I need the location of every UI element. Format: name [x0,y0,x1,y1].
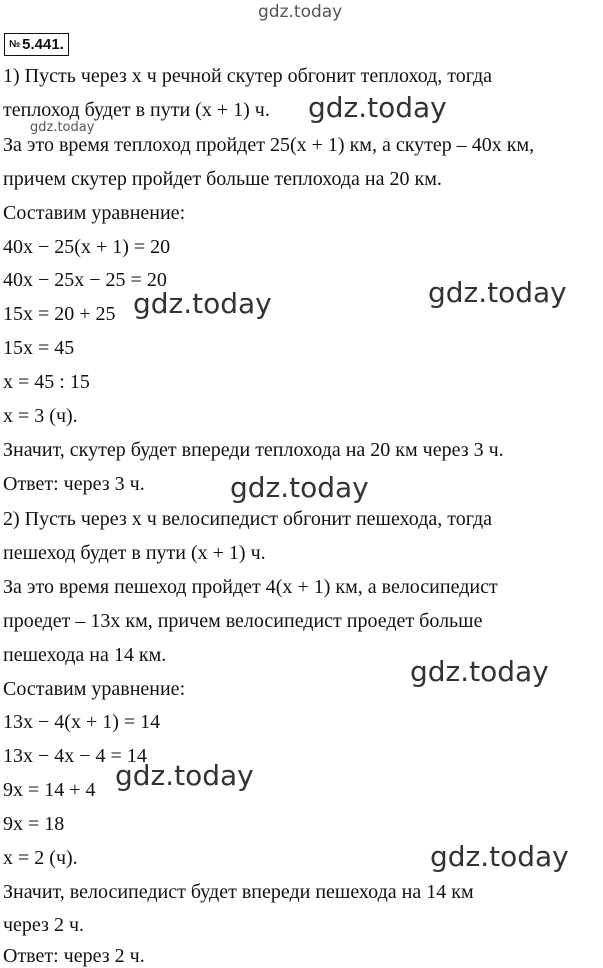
equation-line-1: 40x − 25(x + 1) = 20 [3,236,171,258]
answer-line-2: Ответ: через 2 ч. [3,945,145,967]
equation-line-3: 15x = 20 + 25 [3,303,116,325]
text-line-19: Составим уравнение: [3,678,186,700]
watermark-top: gdz.today [258,2,343,22]
number-sign: № [9,39,21,50]
text-line-25: Значит, велосипедист будет впереди пешехода на 14 км [3,881,474,903]
equation-line-9: 9x = 14 + 4 [3,779,96,801]
text-line-1: 1) Пусть через x ч речной скутер обгонит теплоход, тогда [3,65,493,87]
text-line-5: Составим уравнение: [3,202,186,224]
text-line-16: За это время пешеход пройдет 4(x + 1) км, а велосипедист [3,576,498,598]
equation-line-11: x = 2 (ч). [3,847,78,869]
equation-line-8: 13x − 4x − 4 = 14 [3,745,147,767]
watermark-5: gdz.today [410,655,549,688]
text-line-26: через 2 ч. [3,914,85,936]
equation-line-5: x = 45 : 15 [3,371,90,393]
watermark-3: gdz.today [133,287,272,320]
equation-line-10: 9x = 18 [3,813,65,835]
text-line-14: 2) Пусть через x ч велосипедист обгонит пешехода, тогда [3,508,493,530]
text-line-12: Значит, скутер будет впереди теплохода на 20 км через 3 ч. [3,439,504,461]
equation-line-6: x = 3 (ч). [3,405,78,427]
watermark-4: gdz.today [230,471,369,504]
text-line-17: проедет – 13x км, причем велосипедист проедет больше [3,610,483,632]
equation-line-7: 13x − 4(x + 1) = 14 [3,711,161,733]
watermark-6: gdz.today [115,759,254,792]
watermark-2: gdz.today [428,276,567,309]
text-line-18: пешехода на 14 км. [3,644,167,666]
problem-number-badge [4,33,69,56]
text-line-2: теплоход будет в пути (x + 1) ч. [3,99,270,121]
watermark-1: gdz.today [308,91,447,124]
equation-line-4: 15x = 45 [3,337,75,359]
text-line-3: За это время теплоход пройдет 25(x + 1) км, а скутер – 40x км, [3,134,535,156]
equation-line-2: 40x − 25x − 25 = 20 [3,269,167,291]
watermark-small: gdz.today [30,120,95,135]
text-line-15: пешеход будет в пути (x + 1) ч. [3,542,266,564]
answer-line-1: Ответ: через 3 ч. [3,473,145,495]
watermark-7: gdz.today [430,840,569,873]
problem-number: 5.441. [22,36,64,53]
text-line-4: причем скутер пройдет больше теплохода на 20 км. [3,168,442,190]
